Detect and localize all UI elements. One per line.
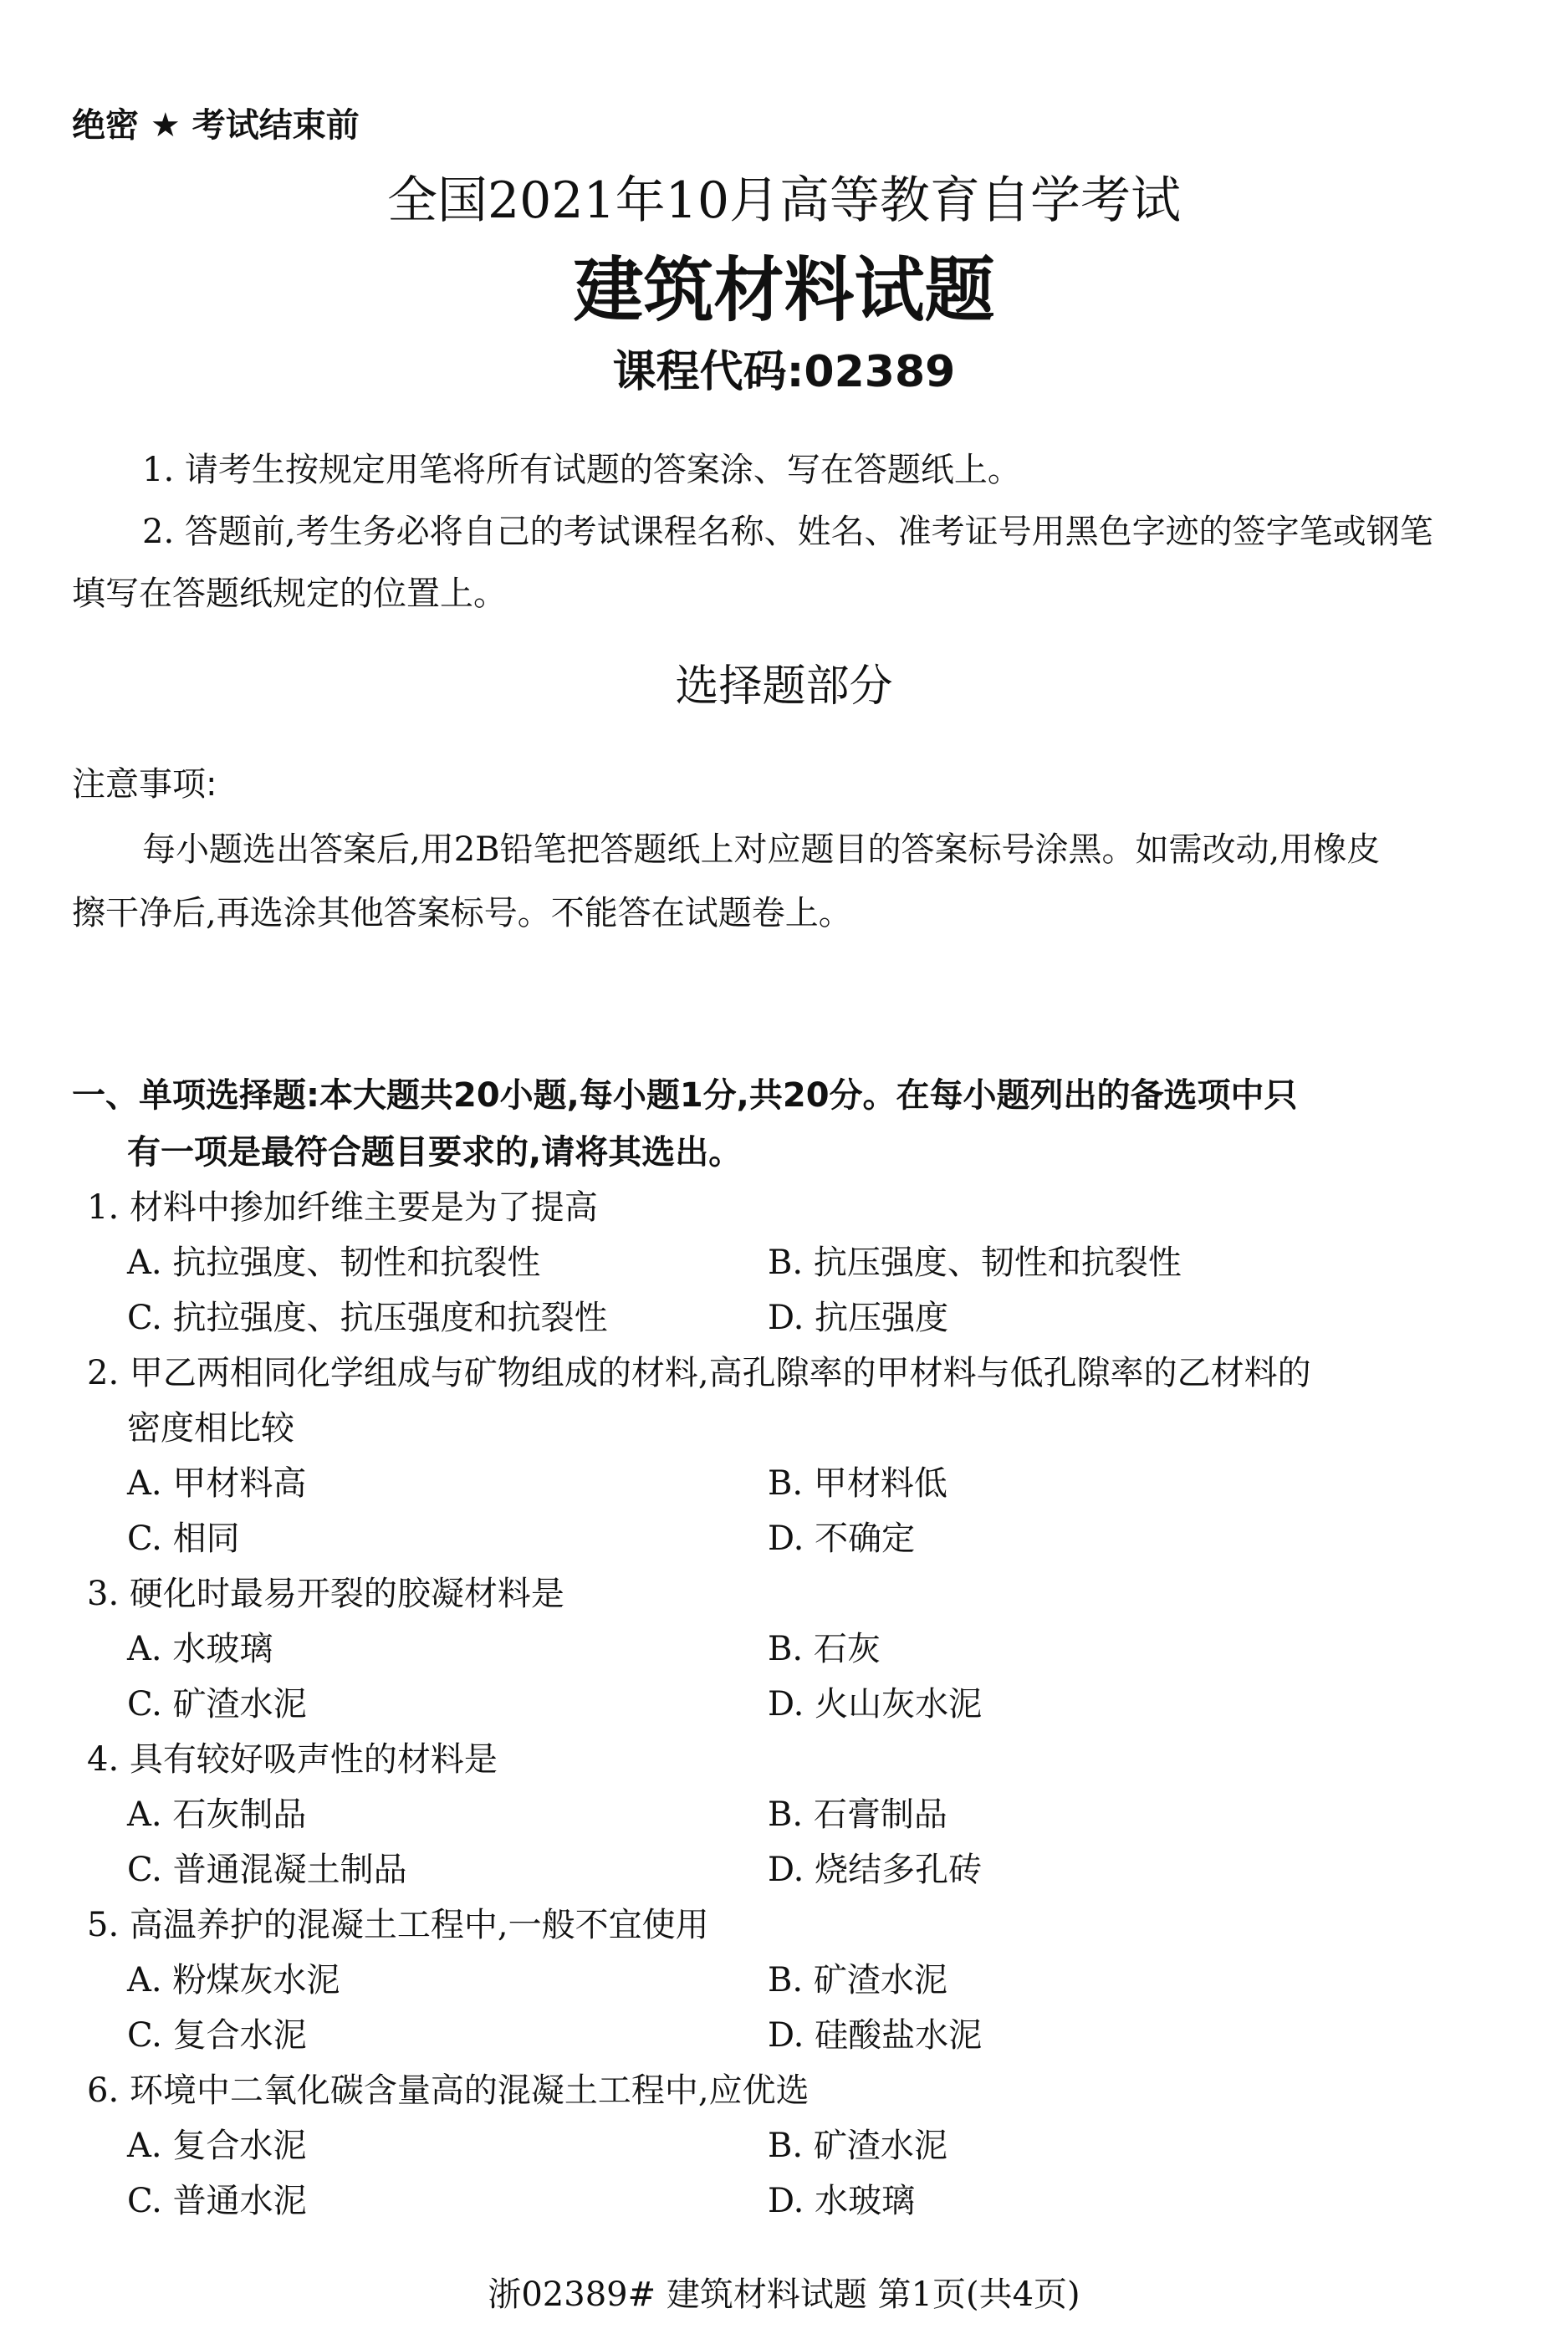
notes-line-2: 擦干净后,再选涂其他答案标号。不能答在试题卷上。 — [72, 894, 852, 932]
question-1-stem: 1. 材料中掺加纤维主要是为了提高 — [87, 1188, 598, 1227]
question-3-option-d: D. 火山灰水泥 — [768, 1685, 983, 1724]
question-3-option-c: C. 矿渣水泥 — [127, 1685, 307, 1724]
question-5-option-b: B. 矿渣水泥 — [768, 1961, 947, 1999]
question-5-stem: 5. 高温养护的混凝土工程中,一般不宜使用 — [87, 1906, 709, 1944]
question-5-option-c: C. 复合水泥 — [127, 2016, 307, 2055]
question-6-option-c: C. 普通水泥 — [127, 2182, 307, 2220]
part1-heading-continued: 有一项是最符合题目要求的,请将其选出。 — [127, 1133, 743, 1172]
question-2-stem-continued: 密度相比较 — [127, 1409, 294, 1448]
question-4-option-d: D. 烧结多孔砖 — [768, 1851, 983, 1889]
question-2-option-a: A. 甲材料高 — [127, 1464, 307, 1503]
question-3-option-b: B. 石灰 — [768, 1630, 881, 1668]
question-1-option-a: A. 抗拉强度、韧性和抗裂性 — [127, 1244, 541, 1282]
question-3-option-a: A. 水玻璃 — [127, 1630, 273, 1668]
question-4-option-b: B. 石膏制品 — [768, 1795, 947, 1834]
question-1-option-d: D. 抗压强度 — [768, 1299, 949, 1337]
page-footer: 浙02389# 建筑材料试题 第1页(共4页) — [488, 2275, 1080, 2314]
question-6-option-d: D. 水玻璃 — [768, 2182, 916, 2220]
question-6-option-b: B. 矿渣水泥 — [768, 2127, 947, 2165]
subject-title: 建筑材料试题 — [573, 249, 995, 331]
section-title: 选择题部分 — [675, 661, 893, 712]
question-5-option-a: A. 粉煤灰水泥 — [127, 1961, 340, 1999]
notes-line-1: 每小题选出答案后,用2B铅笔把答题纸上对应题目的答案标号涂黑。如需改动,用橡皮 — [142, 830, 1381, 869]
instruction-2-continued: 填写在答题纸规定的位置上。 — [72, 575, 507, 613]
part1-heading: 一、单项选择题:本大题共20小题,每小题1分,共20分。在每小题列出的备选项中只 — [72, 1076, 1298, 1115]
instruction-2: 2. 答题前,考生务必将自己的考试课程名称、姓名、准考证号用黑色字迹的签字笔或钢笔 — [142, 513, 1433, 551]
question-1-option-c: C. 抗拉强度、抗压强度和抗裂性 — [127, 1299, 608, 1337]
question-2-option-c: C. 相同 — [127, 1519, 240, 1558]
course-code: 课程代码:02389 — [612, 347, 956, 397]
secret-label: 绝密 ★ 考试结束前 — [72, 106, 360, 145]
question-1-option-b: B. 抗压强度、韧性和抗裂性 — [768, 1244, 1182, 1282]
question-6-option-a: A. 复合水泥 — [127, 2127, 307, 2165]
question-4-stem: 4. 具有较好吸声性的材料是 — [87, 1740, 498, 1779]
notes-label: 注意事项: — [72, 765, 217, 804]
instruction-1: 1. 请考生按规定用笔将所有试题的答案涂、写在答题纸上。 — [142, 451, 1021, 489]
question-4-option-c: C. 普通混凝土制品 — [127, 1851, 407, 1889]
question-5-option-d: D. 硅酸盐水泥 — [768, 2016, 983, 2055]
question-3-stem: 3. 硬化时最易开裂的胶凝材料是 — [87, 1575, 564, 1613]
exam-title: 全国2021年10月高等教育自学考试 — [386, 171, 1182, 230]
question-2-option-b: B. 甲材料低 — [768, 1464, 947, 1503]
question-2-option-d: D. 不确定 — [768, 1519, 916, 1558]
question-4-option-a: A. 石灰制品 — [127, 1795, 307, 1834]
question-2-stem: 2. 甲乙两相同化学组成与矿物组成的材料,高孔隙率的甲材料与低孔隙率的乙材料的 — [87, 1354, 1311, 1392]
question-6-stem: 6. 环境中二氧化碳含量高的混凝土工程中,应优选 — [87, 2071, 810, 2110]
